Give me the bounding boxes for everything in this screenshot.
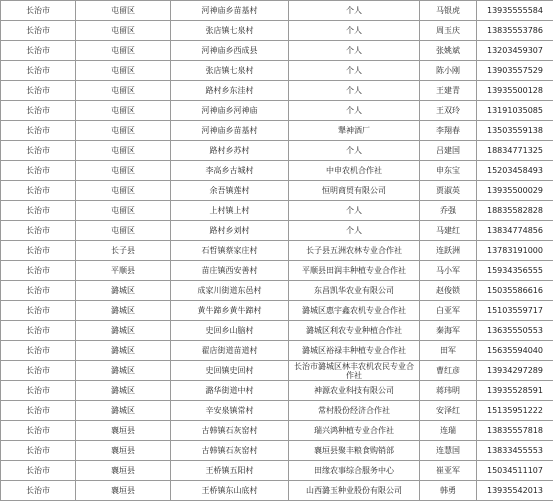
contact-name-cell: 贾淑英: [420, 181, 477, 201]
table-row: [1, 241, 553, 261]
district-cell: 屯留区: [76, 81, 171, 101]
entity-cell: 犟神酒厂: [289, 121, 420, 141]
city-cell: 长治市: [1, 441, 76, 461]
phone-cell: 13835557818: [477, 421, 553, 441]
village-cell: 王桥镇东山底村: [171, 481, 289, 501]
city-cell: 长治市: [1, 261, 76, 281]
entity-cell: 东昌凯华农业有限公司: [289, 281, 420, 301]
contact-name-cell: 吕建国: [420, 141, 477, 161]
village-cell: 张店镇七泉村: [171, 61, 289, 81]
entity-cell: 恒明商贸有限公司: [289, 181, 420, 201]
village-cell: 路村乡东洼村: [171, 81, 289, 101]
contact-name-cell: 连慧国: [420, 441, 477, 461]
village-cell: 苗庄镇西安善村: [171, 261, 289, 281]
entity-cell: 潞城区利农专业种植合作社: [289, 321, 420, 341]
village-cell: 河神庙乡苗基村: [171, 1, 289, 21]
entity-cell: 山西潞玉种业股份有限公司: [289, 481, 420, 501]
entity-cell: 襄垣县聚丰粮食购销部: [289, 441, 420, 461]
entity-cell: 中申农机合作社: [289, 161, 420, 181]
contact-name-cell: 乔强: [420, 201, 477, 221]
district-cell: 潞城区: [76, 281, 171, 301]
district-cell: 襄垣县: [76, 421, 171, 441]
district-cell: 长子县: [76, 241, 171, 261]
table-row: [1, 361, 553, 381]
table-row: [1, 81, 553, 101]
city-cell: 长治市: [1, 401, 76, 421]
city-cell: 长治市: [1, 321, 76, 341]
phone-cell: 18835582828: [477, 201, 553, 221]
contact-name-cell: 安泽红: [420, 401, 477, 421]
district-cell: 屯留区: [76, 21, 171, 41]
city-cell: 长治市: [1, 181, 76, 201]
table-row: [1, 61, 553, 81]
phone-cell: 15103559717: [477, 301, 553, 321]
village-cell: 翟店街道苗道村: [171, 341, 289, 361]
district-cell: 屯留区: [76, 221, 171, 241]
city-cell: 长治市: [1, 341, 76, 361]
entity-cell: 潞城区裕禄丰种植专业合作社: [289, 341, 420, 361]
entity-cell: 田缘农事综合服务中心: [289, 461, 420, 481]
contact-name-cell: 王双玲: [420, 101, 477, 121]
entity-cell: 个人: [289, 81, 420, 101]
district-cell: 潞城区: [76, 381, 171, 401]
contact-name-cell: 韩勇: [420, 481, 477, 501]
table-row: [1, 321, 553, 341]
district-cell: 潞城区: [76, 301, 171, 321]
district-cell: 屯留区: [76, 161, 171, 181]
contact-name-cell: 秦海军: [420, 321, 477, 341]
city-cell: 长治市: [1, 1, 76, 21]
contact-name-cell: 陈小刚: [420, 61, 477, 81]
phone-cell: 13203459307: [477, 41, 553, 61]
phone-cell: 15203458493: [477, 161, 553, 181]
city-cell: 长治市: [1, 381, 76, 401]
village-cell: 黄牛蹄乡黄牛蹄村: [171, 301, 289, 321]
contact-name-cell: 田军: [420, 341, 477, 361]
phone-cell: 13935542013: [477, 481, 553, 501]
district-cell: 潞城区: [76, 401, 171, 421]
contact-name-cell: 马小军: [420, 261, 477, 281]
phone-cell: 13934297289: [477, 361, 553, 381]
table-row: [1, 141, 553, 161]
table-row: [1, 221, 553, 241]
entity-cell: 常村股份经济合作社: [289, 401, 420, 421]
district-cell: 屯留区: [76, 61, 171, 81]
district-cell: 襄垣县: [76, 441, 171, 461]
table-row: [1, 341, 553, 361]
village-cell: 上村镇上村: [171, 201, 289, 221]
district-cell: 平顺县: [76, 261, 171, 281]
city-cell: 长治市: [1, 301, 76, 321]
village-cell: 王桥镇五阳村: [171, 461, 289, 481]
phone-cell: 18834771325: [477, 141, 553, 161]
contact-name-cell: 李翔春: [420, 121, 477, 141]
phone-cell: 13835553786: [477, 21, 553, 41]
phone-cell: 13903557529: [477, 61, 553, 81]
phone-cell: 13834774856: [477, 221, 553, 241]
contact-name-cell: 张姚斌: [420, 41, 477, 61]
district-cell: 屯留区: [76, 181, 171, 201]
district-cell: 屯留区: [76, 121, 171, 141]
village-cell: 李高乡古城村: [171, 161, 289, 181]
table-row: [1, 101, 553, 121]
district-cell: 屯留区: [76, 41, 171, 61]
phone-cell: 13833455553: [477, 441, 553, 461]
village-cell: 河神庙乡苗基村: [171, 121, 289, 141]
table-row: [1, 421, 553, 441]
entity-cell: 个人: [289, 221, 420, 241]
table-row: [1, 201, 553, 221]
table-row: [1, 121, 553, 141]
phone-cell: 13935500128: [477, 81, 553, 101]
entity-cell: 瑞兴鸿种植专业合作社: [289, 421, 420, 441]
phone-cell: 13935528591: [477, 381, 553, 401]
district-cell: 屯留区: [76, 141, 171, 161]
village-cell: 路村乡刘村: [171, 221, 289, 241]
table-row: [1, 21, 553, 41]
table-row: [1, 261, 553, 281]
village-cell: 潞华街道中村: [171, 381, 289, 401]
entity-cell: 个人: [289, 101, 420, 121]
phone-cell: 13935555584: [477, 1, 553, 21]
city-cell: 长治市: [1, 21, 76, 41]
village-cell: 河神庙乡河神庙: [171, 101, 289, 121]
contact-name-cell: 蒋玮明: [420, 381, 477, 401]
entity-cell: 平顺县田润丰种植专业合作社: [289, 261, 420, 281]
city-cell: 长治市: [1, 421, 76, 441]
phone-cell: 13191035085: [477, 101, 553, 121]
village-cell: 余吾镇莲村: [171, 181, 289, 201]
phone-cell: 15635594040: [477, 341, 553, 361]
contact-name-cell: 崔亚军: [420, 461, 477, 481]
phone-cell: 13635550553: [477, 321, 553, 341]
district-cell: 屯留区: [76, 1, 171, 21]
district-cell: 襄垣县: [76, 481, 171, 501]
district-cell: 屯留区: [76, 101, 171, 121]
table-row: [1, 301, 553, 321]
village-cell: 成家川街道东邑村: [171, 281, 289, 301]
phone-cell: 13503559138: [477, 121, 553, 141]
entity-cell: 长治市潞城区林丰农机农民专业合作社: [289, 361, 420, 381]
city-cell: 长治市: [1, 241, 76, 261]
village-cell: 路村乡苏村: [171, 141, 289, 161]
entity-cell: 个人: [289, 21, 420, 41]
village-cell: 古韩镇石灰窑村: [171, 421, 289, 441]
contact-name-cell: 马银虎: [420, 1, 477, 21]
village-cell: 张店镇七泉村: [171, 21, 289, 41]
city-cell: 长治市: [1, 161, 76, 181]
district-cell: 潞城区: [76, 361, 171, 381]
entity-cell: 个人: [289, 1, 420, 21]
entity-cell: 神源农业科技有限公司: [289, 381, 420, 401]
city-cell: 长治市: [1, 481, 76, 501]
phone-cell: 13935500029: [477, 181, 553, 201]
table-row: [1, 1, 553, 21]
entity-cell: 长子县五洲农林专业合作社: [289, 241, 420, 261]
contact-name-cell: 曹红彦: [420, 361, 477, 381]
phone-cell: 13783191000: [477, 241, 553, 261]
entity-cell: 个人: [289, 141, 420, 161]
contact-name-cell: 连瑞: [420, 421, 477, 441]
district-cell: 潞城区: [76, 321, 171, 341]
village-cell: 石哲镇蔡家庄村: [171, 241, 289, 261]
table-row: [1, 481, 553, 501]
table-row: [1, 461, 553, 481]
city-cell: 长治市: [1, 461, 76, 481]
city-cell: 长治市: [1, 61, 76, 81]
contact-name-cell: 赵俊锁: [420, 281, 477, 301]
city-cell: 长治市: [1, 221, 76, 241]
contact-name-cell: 周玉庆: [420, 21, 477, 41]
record-table-body: [1, 1, 553, 501]
contact-name-cell: 连跃洲: [420, 241, 477, 261]
village-cell: 古韩镇石灰窑村: [171, 441, 289, 461]
village-cell: 史回乡山脑村: [171, 321, 289, 341]
city-cell: 长治市: [1, 101, 76, 121]
contact-name-cell: 王建青: [420, 81, 477, 101]
district-cell: 潞城区: [76, 341, 171, 361]
district-cell: 屯留区: [76, 201, 171, 221]
city-cell: 长治市: [1, 201, 76, 221]
contact-name-cell: 白亚军: [420, 301, 477, 321]
phone-cell: 15035586616: [477, 281, 553, 301]
city-cell: 长治市: [1, 281, 76, 301]
phone-cell: 15135951222: [477, 401, 553, 421]
table-row: [1, 381, 553, 401]
entity-cell: 个人: [289, 41, 420, 61]
entity-cell: 个人: [289, 201, 420, 221]
table-row: [1, 401, 553, 421]
district-cell: 襄垣县: [76, 461, 171, 481]
city-cell: 长治市: [1, 121, 76, 141]
village-cell: 河神庙乡西成县: [171, 41, 289, 61]
table-row: [1, 181, 553, 201]
table-row: [1, 281, 553, 301]
contact-name-cell: 申东宝: [420, 161, 477, 181]
entity-cell: 潞城区惠宇鑫农机专业合作社: [289, 301, 420, 321]
table-row: [1, 441, 553, 461]
village-cell: 辛安泉镇常村: [171, 401, 289, 421]
phone-cell: 15034511107: [477, 461, 553, 481]
contact-name-cell: 马建红: [420, 221, 477, 241]
entity-cell: 个人: [289, 61, 420, 81]
city-cell: 长治市: [1, 81, 76, 101]
city-cell: 长治市: [1, 141, 76, 161]
table-row: [1, 161, 553, 181]
phone-cell: 15934356555: [477, 261, 553, 281]
table-row: [1, 41, 553, 61]
city-cell: 长治市: [1, 361, 76, 381]
city-cell: 长治市: [1, 41, 76, 61]
village-cell: 史回镇史回村: [171, 361, 289, 381]
